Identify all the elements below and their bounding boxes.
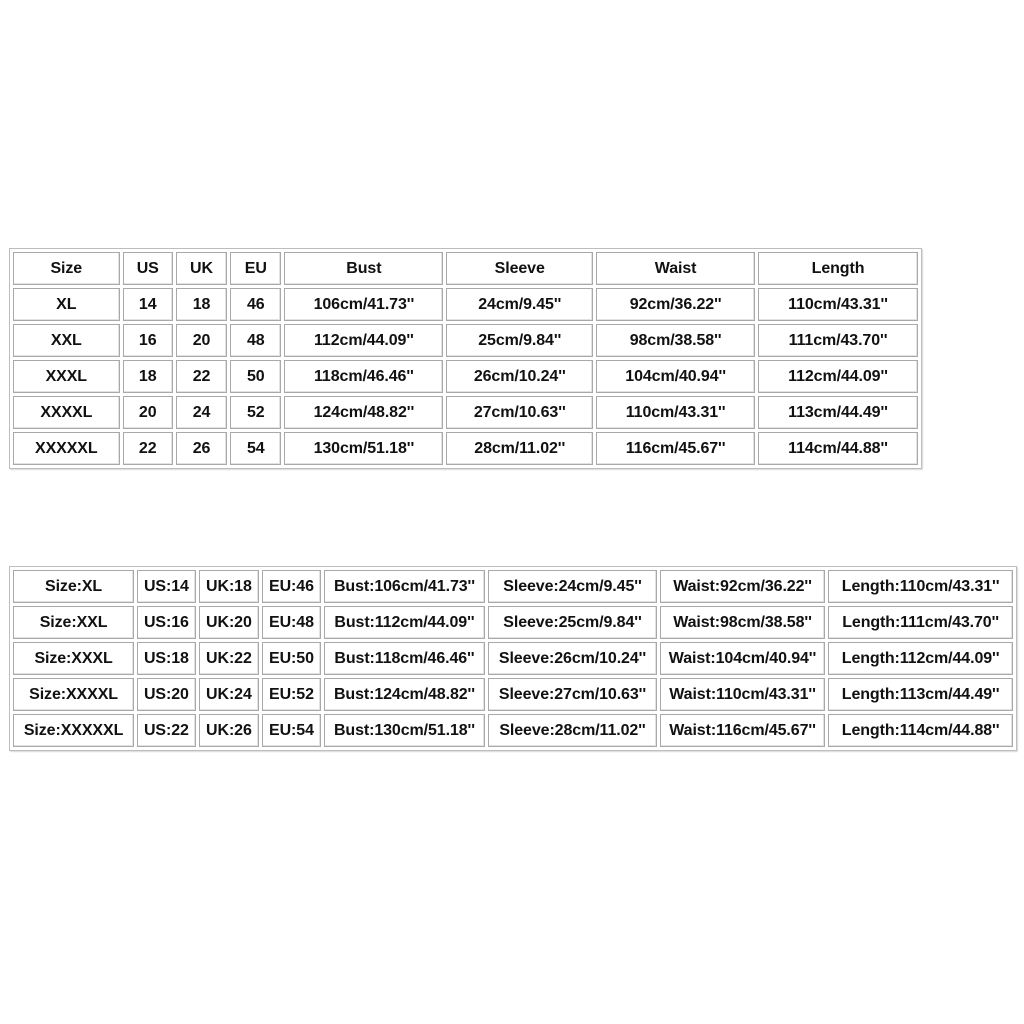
table-cell: Sleeve:25cm/9.84'' <box>488 606 657 639</box>
table-cell: 20 <box>123 396 173 429</box>
table-cell: 106cm/41.73'' <box>284 288 443 321</box>
table-cell: EU:46 <box>262 570 321 603</box>
table-cell: 24 <box>176 396 227 429</box>
table-cell: Bust:112cm/44.09'' <box>324 606 485 639</box>
table-cell: EU:48 <box>262 606 321 639</box>
table-cell: 20 <box>176 324 227 357</box>
table-cell: XXL <box>13 324 120 357</box>
table-cell: XXXL <box>13 360 120 393</box>
table-cell: US:20 <box>137 678 196 711</box>
table-cell: Bust:124cm/48.82'' <box>324 678 485 711</box>
table-cell: Waist:110cm/43.31'' <box>660 678 826 711</box>
table-cell: Bust:106cm/41.73'' <box>324 570 485 603</box>
table-cell: 18 <box>176 288 227 321</box>
table-row <box>13 606 1013 639</box>
table-cell: 112cm/44.09'' <box>284 324 443 357</box>
table-cell: UK:24 <box>199 678 260 711</box>
table-row <box>13 714 1013 747</box>
table-cell: 48 <box>230 324 281 357</box>
table-cell: Bust:130cm/51.18'' <box>324 714 485 747</box>
table-cell: XXXXXL <box>13 432 120 465</box>
table-cell: Sleeve:26cm/10.24'' <box>488 642 657 675</box>
table-header-row <box>13 252 918 285</box>
table-cell: Sleeve:24cm/9.45'' <box>488 570 657 603</box>
table-cell: 92cm/36.22'' <box>596 288 755 321</box>
table-cell: 110cm/43.31'' <box>758 288 918 321</box>
table-cell: Length:112cm/44.09'' <box>828 642 1013 675</box>
table-cell: Length:114cm/44.88'' <box>828 714 1013 747</box>
table-row <box>13 288 918 321</box>
table-cell: Size:XXL <box>13 606 134 639</box>
table-cell: UK:26 <box>199 714 260 747</box>
table-cell: 112cm/44.09'' <box>758 360 918 393</box>
table-cell: 54 <box>230 432 281 465</box>
table-cell: 24cm/9.45'' <box>446 288 593 321</box>
table-cell: US:18 <box>137 642 196 675</box>
table-cell: 46 <box>230 288 281 321</box>
table-row <box>13 678 1013 711</box>
table-row <box>13 432 918 465</box>
size-chart-inline-table <box>9 566 1017 751</box>
header-cell: UK <box>176 252 227 285</box>
table-cell: 130cm/51.18'' <box>284 432 443 465</box>
header-cell: EU <box>230 252 281 285</box>
table-cell: 27cm/10.63'' <box>446 396 593 429</box>
table-cell: 26cm/10.24'' <box>446 360 593 393</box>
table-cell: 28cm/11.02'' <box>446 432 593 465</box>
table-cell: Sleeve:27cm/10.63'' <box>488 678 657 711</box>
header-cell: Length <box>758 252 918 285</box>
table-cell: Size:XL <box>13 570 134 603</box>
table-row <box>13 570 1013 603</box>
header-cell: Size <box>13 252 120 285</box>
table-cell: Waist:92cm/36.22'' <box>660 570 826 603</box>
table-cell: 116cm/45.67'' <box>596 432 755 465</box>
table-cell: 98cm/38.58'' <box>596 324 755 357</box>
header-cell: Sleeve <box>446 252 593 285</box>
table-cell: UK:22 <box>199 642 260 675</box>
table-cell: 25cm/9.84'' <box>446 324 593 357</box>
table-row <box>13 396 918 429</box>
table-cell: US:22 <box>137 714 196 747</box>
table-cell: Waist:116cm/45.67'' <box>660 714 826 747</box>
header-cell: Bust <box>284 252 443 285</box>
table-cell: 111cm/43.70'' <box>758 324 918 357</box>
size-chart-table <box>9 248 922 469</box>
table-cell: 22 <box>123 432 173 465</box>
table-cell: Size:XXXXXL <box>13 714 134 747</box>
table-cell: 22 <box>176 360 227 393</box>
table-cell: Length:113cm/44.49'' <box>828 678 1013 711</box>
table-cell: 14 <box>123 288 173 321</box>
table-cell: UK:20 <box>199 606 260 639</box>
table-cell: 113cm/44.49'' <box>758 396 918 429</box>
table-cell: UK:18 <box>199 570 260 603</box>
table-cell: 124cm/48.82'' <box>284 396 443 429</box>
table-cell: Length:111cm/43.70'' <box>828 606 1013 639</box>
table-cell: 26 <box>176 432 227 465</box>
table-row <box>13 324 918 357</box>
table-cell: US:14 <box>137 570 196 603</box>
table-cell: 16 <box>123 324 173 357</box>
table-cell: US:16 <box>137 606 196 639</box>
table-cell: Size:XXXL <box>13 642 134 675</box>
table-cell: EU:52 <box>262 678 321 711</box>
table-row <box>13 642 1013 675</box>
table-cell: Size:XXXXL <box>13 678 134 711</box>
table-cell: XXXXL <box>13 396 120 429</box>
table-cell: 114cm/44.88'' <box>758 432 918 465</box>
table-cell: Sleeve:28cm/11.02'' <box>488 714 657 747</box>
table-cell: Length:110cm/43.31'' <box>828 570 1013 603</box>
table-cell: 18 <box>123 360 173 393</box>
table-cell: Bust:118cm/46.46'' <box>324 642 485 675</box>
table-cell: 110cm/43.31'' <box>596 396 755 429</box>
table-cell: 52 <box>230 396 281 429</box>
table-cell: EU:54 <box>262 714 321 747</box>
table-cell: 118cm/46.46'' <box>284 360 443 393</box>
table-cell: Waist:98cm/38.58'' <box>660 606 826 639</box>
header-cell: Waist <box>596 252 755 285</box>
table-cell: 50 <box>230 360 281 393</box>
table-row <box>13 360 918 393</box>
table-cell: EU:50 <box>262 642 321 675</box>
table-cell: Waist:104cm/40.94'' <box>660 642 826 675</box>
table-cell: XL <box>13 288 120 321</box>
header-cell: US <box>123 252 173 285</box>
table-cell: 104cm/40.94'' <box>596 360 755 393</box>
